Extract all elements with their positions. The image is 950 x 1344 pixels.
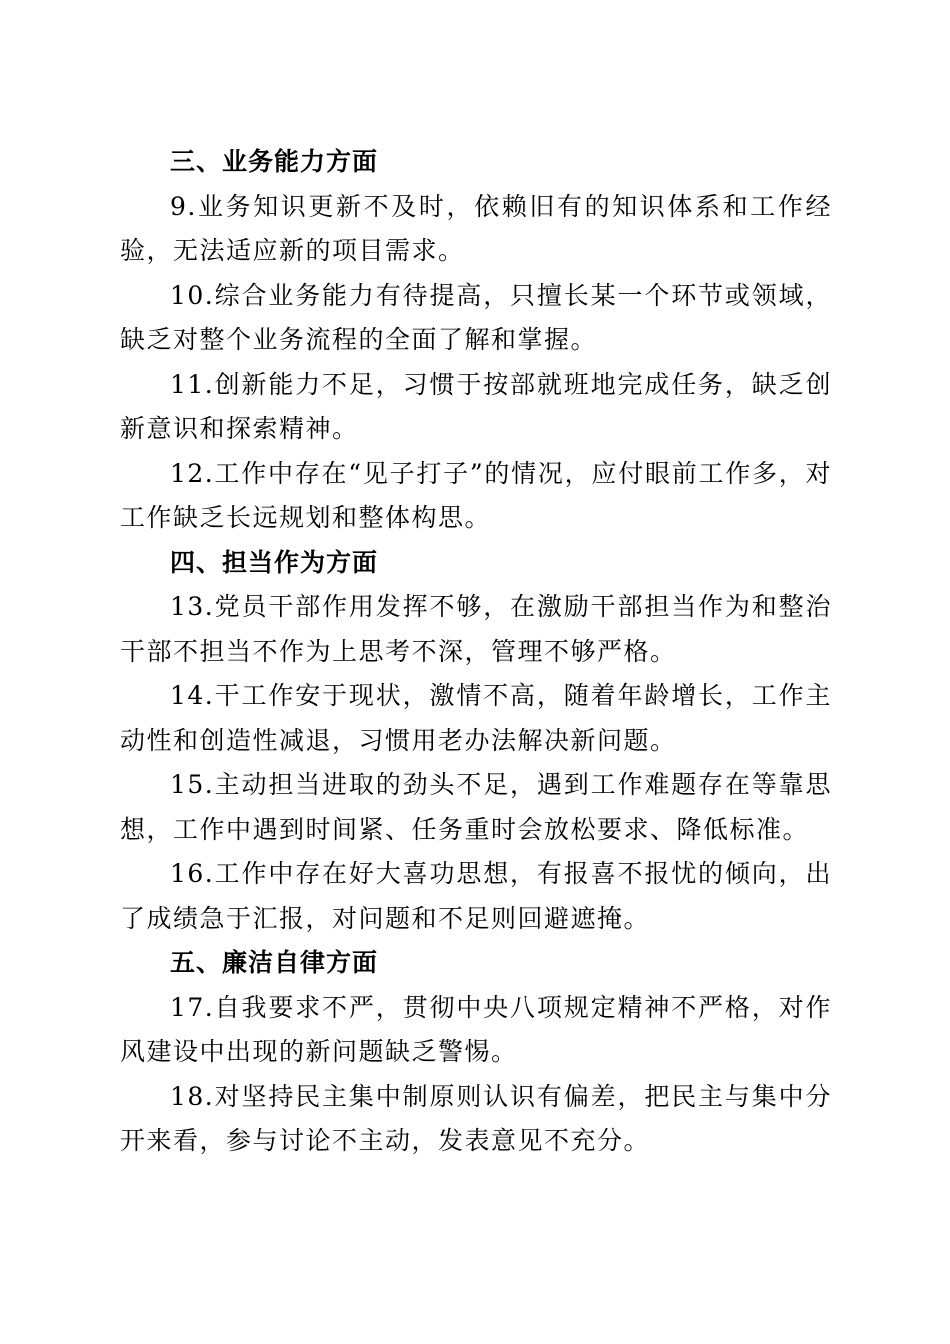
list-item-11: 11.创新能力不足，习惯于按部就班地完成任务，缺乏创新意识和探索精神。 bbox=[120, 369, 832, 443]
list-item-17: 17.自我要求不严，贯彻中央八项规定精神不严格，对作风建设中出现的新问题缺乏警惕。 bbox=[120, 992, 832, 1066]
list-item-16: 16.工作中存在好大喜功思想，有报喜不报忧的倾向，出了成绩急于汇报，对问题和不足则回避遮掩。 bbox=[120, 859, 832, 933]
list-item-15: 15.主动担当进取的劲头不足，遇到工作难题存在等靠思想，工作中遇到时间紧、任务重时会放松要求、降低标准。 bbox=[120, 770, 832, 844]
list-item-13: 13.党员干部作用发挥不够，在激励干部担当作为和整治干部不担当不作为上思考不深，管理不够严格。 bbox=[120, 592, 832, 666]
list-item-14: 14.干工作安于现状，激情不高，随着年龄增长，工作主动性和创造性减退，习惯用老办法解决新问题。 bbox=[120, 681, 832, 755]
document-body bbox=[120, 140, 832, 1164]
section-heading-integrity: 五、廉洁自律方面 bbox=[170, 948, 379, 977]
list-item-12: 12.工作中存在“见子打子”的情况，应付眼前工作多，对工作缺乏长远规划和整体构思。 bbox=[120, 458, 832, 532]
list-item-18: 18.对坚持民主集中制原则认识有偏差，把民主与集中分开来看，参与讨论不主动，发表意见不充分。 bbox=[120, 1081, 832, 1155]
section-heading-responsibility: 四、担当作为方面 bbox=[170, 547, 379, 577]
section-heading-business-ability: 三、业务能力方面 bbox=[170, 147, 379, 176]
list-item-10: 10.综合业务能力有待提高，只擅长某一个环节或领域，缺乏对整个业务流程的全面了解和掌握。 bbox=[120, 280, 832, 354]
list-item-9: 9.业务知识更新不及时，依赖旧有的知识体系和工作经验，无法适应新的项目需求。 bbox=[120, 191, 832, 265]
